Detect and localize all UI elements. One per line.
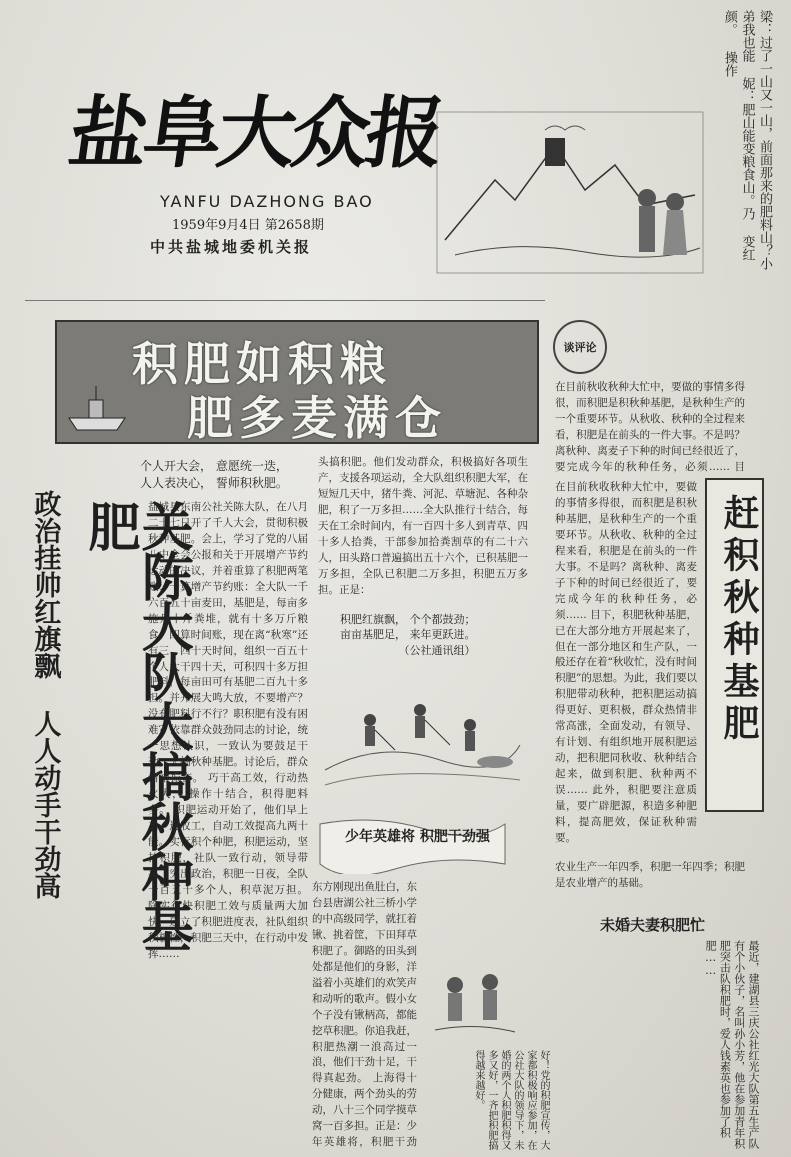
middle-article-body: 头搞积肥。他们发动群众，积极搞好各项生产，支援各项运动，全大队组织积肥大军，在短短几天中，猪牛粪、河泥、草塘泥、各种杂肥，积了一万多担……全大队推行十结合，每天在工余时间内，有一百四十多人到青草、四十多人拾粪，干部参加拾粪割草的有二十六人，田头路口普遍搞出五十六个，已积基肥一万多担，全队已积肥二万多担，积肥五万多担。正是：	[318, 456, 528, 596]
banner-line-2: 肥多麦满仓	[187, 391, 447, 445]
children-illustration	[430, 960, 520, 1040]
bottom-feature-side: 好！党的积肥宣传，大家都积极响应参加，在公社大队的领导下，未婚的两个人积肥积得又多又好，一齐把积肥搞得越来越好。	[473, 1050, 549, 1150]
commentary-title: 赶积秋种基肥	[718, 494, 759, 746]
masthead-date-issue: 1959年9月4日 第2658期	[172, 218, 324, 233]
middle-signature: （公社通讯组）	[398, 643, 476, 657]
banner-slogan	[55, 320, 539, 444]
bottom-feature-title: 未婚夫妻积肥忙	[600, 916, 706, 934]
bottom-feature-body: 最近，建湖县三庆公社红光大队第五生产队有个小伙子，名叫孙小芳，他在参加青年积肥突击队积肥时，爱人钱素英也参加了积肥……	[704, 940, 760, 1149]
field-work-illustration	[320, 650, 525, 795]
feature-body: 东方刚现出鱼肚白，东台县唐湖公社三桥小学的中高级同学，就扛着锹、挑着筐，下田拜草积肥了。御路的田头到处都是他们的身影，洋溢着小英雄们的欢笑声和动听的歌声。假小女个子没有锹柄高，都能挖草积肥。你追我赶，积肥热潮一浪高过一浪，他们干劲十足，干得真起劲。 上海得十分健康，两个劲头的劳动，八十三个同学摸草窝一百多担。正是：少年英雄将，积肥干劲	[312, 881, 417, 1149]
main-headline: 关陈大队大搞秋种基肥	[79, 500, 193, 950]
commentary-title-box	[705, 478, 764, 812]
commentary-body-top: 在目前秋收秋种大忙中，要做的事情多得很，而积肥是积秋种基肥，是秋种生产的一个重要环节。从秋收、秋种的全过程来看，积肥是在前头的一件大事。不是吗？离秋种、离麦子下种的时间已经很近了，要完成今年的秋种任务，必须…… 目	[555, 381, 745, 473]
masthead-divider	[25, 300, 545, 301]
lead-verse-line-1: 个人开大会， 意愿统一迭，	[140, 459, 288, 473]
feature-title: 少年英雄将 积肥干劲强	[345, 829, 490, 845]
corner-poem: 梁：过了一山又一山，前面那来的肥料山？小弟我也能 妮：肥山能变粮食山。乃 变红颜。 操作	[721, 10, 772, 270]
commentary-extra: 农业生产一年四季，积肥一年四季；积肥是农业增产的基础。	[555, 861, 745, 889]
masthead-organization: 中共盐城地委机关报	[150, 238, 313, 256]
banner-line-1: 积肥如积粮	[132, 337, 392, 391]
lead-verse-line-2: 人人表决心， 誓师积秋肥。	[140, 475, 288, 490]
middle-verse-line-1: 积肥红旗飘， 个个都鼓劲；	[340, 613, 476, 626]
masthead-title: 盐阜大众报	[63, 88, 447, 179]
main-article-body: 盐城县东南公社关陈大队，在八月二十七日开了千人大会，贯彻积极秋种基肥。会上，学习了党的八届八中全会公报和关于开展增产节约运动的决议，并着重算了积肥两笔账：一算增产节约账：全大队一千六百五十亩麦田，基肥是，每亩多施几十斤粪堆，就有十多万斤粮食。四算时间账，现在离“秋寒”还有三、四十天时间，组织一百五十个人大干四十天，可积四十多万担肥料，每亩田可有基肥二百九十多担。并开展大鸣大放，不要增产？没有肥料行不行？职积肥有没有困难？依靠群众鼓劲同志的讨论，统一思想认识，一致认为要鼓足干劲，大搞秋种基肥。讨论后，群众情绪振奋。 巧干高工效，行动热火大， 操作十结合，积得肥料多。 积肥运动开始了，他们早上工，迟收工，自动工效提高九两十能。实行积个种肥，积肥运动，坚持积肥，社队一致行动，领导带头，突出政治，积肥一日夜，全队一百五十多个人，积草泥万担。 除实行快积肥工效与质量两大加快，建立了积肥进度表，社队组织积极性，积肥三天中，在行动中发挥……	[148, 501, 308, 960]
main-subheadline: 政治挂帅红旗飘 人人动手干劲高	[29, 490, 61, 899]
masthead-illustration	[435, 110, 705, 275]
middle-verse-line-2: 亩亩基肥足， 来年更跃进。	[340, 628, 476, 642]
lead-verse	[140, 458, 288, 492]
masthead-pinyin: YANFU DAZHONG BAO	[160, 192, 374, 211]
commentary-badge: 谈评论	[553, 320, 607, 374]
ship-illustration	[65, 382, 130, 434]
commentary-body-main: 在目前秋收秋种大忙中，要做的事情多得很，而积肥是积秋种基肥，是秋种生产的一个重要环节。从秋收、秋种的全过程来看，积肥是在前头的一件大事。不是吗？离秋种、离麦子下种的时间已经很近了，要完成今年的秋种任务，必须…… 目下，积肥秋种基肥，已在大部分地方开展起来了，但在一部分地区和生产队，一般还存在着“秋收忙，没有时间积肥”的思想。为此，我们要以积肥带动秋种，把积肥运动搞得更好、更积极，群众热情非常高涨，全面发动，有领导、有计划、有组织地开展积肥运动，把积肥同秋收、秋种结合起来，做到积肥、秋种两不误…… 此外，积肥要注意质量，要广辟肥源，积造多种肥料，提高肥效，保证秋种需要。	[555, 481, 697, 844]
